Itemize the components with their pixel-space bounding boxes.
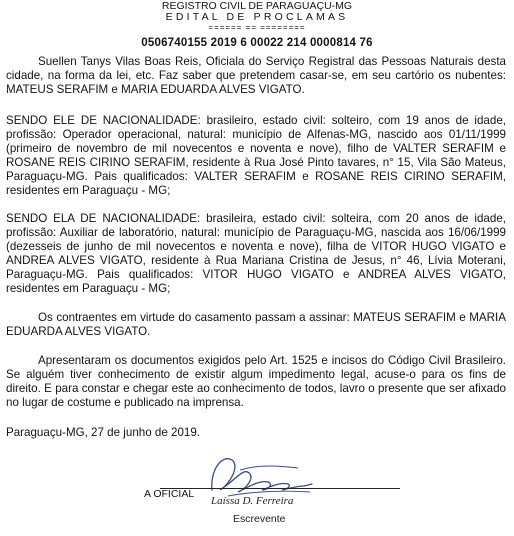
intro-paragraph: Suellen Tanys Vilas Boas Reis, Oficiala do Serviço Registral das Pessoas Naturais desta cidade, na forma da lei, etc. Faz saber que pretendem casar-se, em seu cartório os nubentes: MATEUS SERAFIM e MARIA EDUARDA ALVES VIGATO. bbox=[6, 55, 506, 96]
edital-title: EDITAL DE PROCLAMAS bbox=[165, 11, 349, 23]
protocol-number: 0506740155 2019 6 00022 214 0000814 76 bbox=[141, 37, 373, 49]
signer-role: Escrevente bbox=[233, 513, 286, 525]
officer-label: A OFICIAL bbox=[144, 488, 195, 500]
date-line: Paraguaçu-MG, 27 de junho de 2019. bbox=[6, 426, 201, 439]
groom-paragraph: SENDO ELE DE NACIONALIDADE: brasileiro, estado civil: solteiro, com 19 anos de idade, profissão: Operador operacional, natural: município de Alfenas-MG, nascido aos 01/11/1999 (primeiro de novembro de mil novecentos e noventa e nove), filho de VALTER SERAFIM e ROSANE REIS CIRINO SERAFIM, residente à Rua José Pinto tavares, n° 15, Vila São Mateus, Paraguaçu-MG. Pais qualificados: VALTER SERAFIM e ROSANE REIS CIRINO SERAFIM, residentes em Paraguaçu - MG; bbox=[6, 114, 506, 197]
header-decoration: ====== == ======== bbox=[208, 23, 306, 32]
signature-line bbox=[160, 488, 400, 489]
contract-paragraph: Os contraentes em virtude do casamento passam a assinar: MATEUS SERAFIM e MARIA EDUARDA ALVES VIGATO. bbox=[6, 311, 506, 338]
bride-paragraph: SENDO ELA DE NACIONALIDADE: brasileira, estado civil: solteira, com 20 anos de idade, profissão: Auxiliar de laboratório, natural: município de Paraguaçu-MG, nascida aos 16/06/1999 (dezesseis de junho de mil novecentos e noventa e nove), filha de VITOR HUGO VIGATO e ANDREA ALVES VIGATO, residente à Rua Mariana Cristina de Jesus, n° 46, Lívia Moterani, Paraguaçu-MG. Pais qualificados: VITOR HUGO VIGATO e ANDREA ALVES VIGATO, residentes em Paraguaçu - MG; bbox=[6, 212, 506, 295]
signer-name: Laíssa D. Ferreira bbox=[211, 495, 294, 507]
registry-title: REGISTRO CIVIL DE PARAGUAÇU-MG bbox=[161, 0, 353, 12]
closing-paragraph: Apresentaram os documentos exigidos pelo Art. 1525 e incisos do Código Civil Brasileiro. Se alguém tiver conhecimento de existir algum impedimento legal, acuse-o para os fins de direito. E para constar e chegar este ao conhecimento de todos, lavro o presente que ser afixado no lugar de costume e publicado na imprensa. bbox=[6, 354, 506, 409]
